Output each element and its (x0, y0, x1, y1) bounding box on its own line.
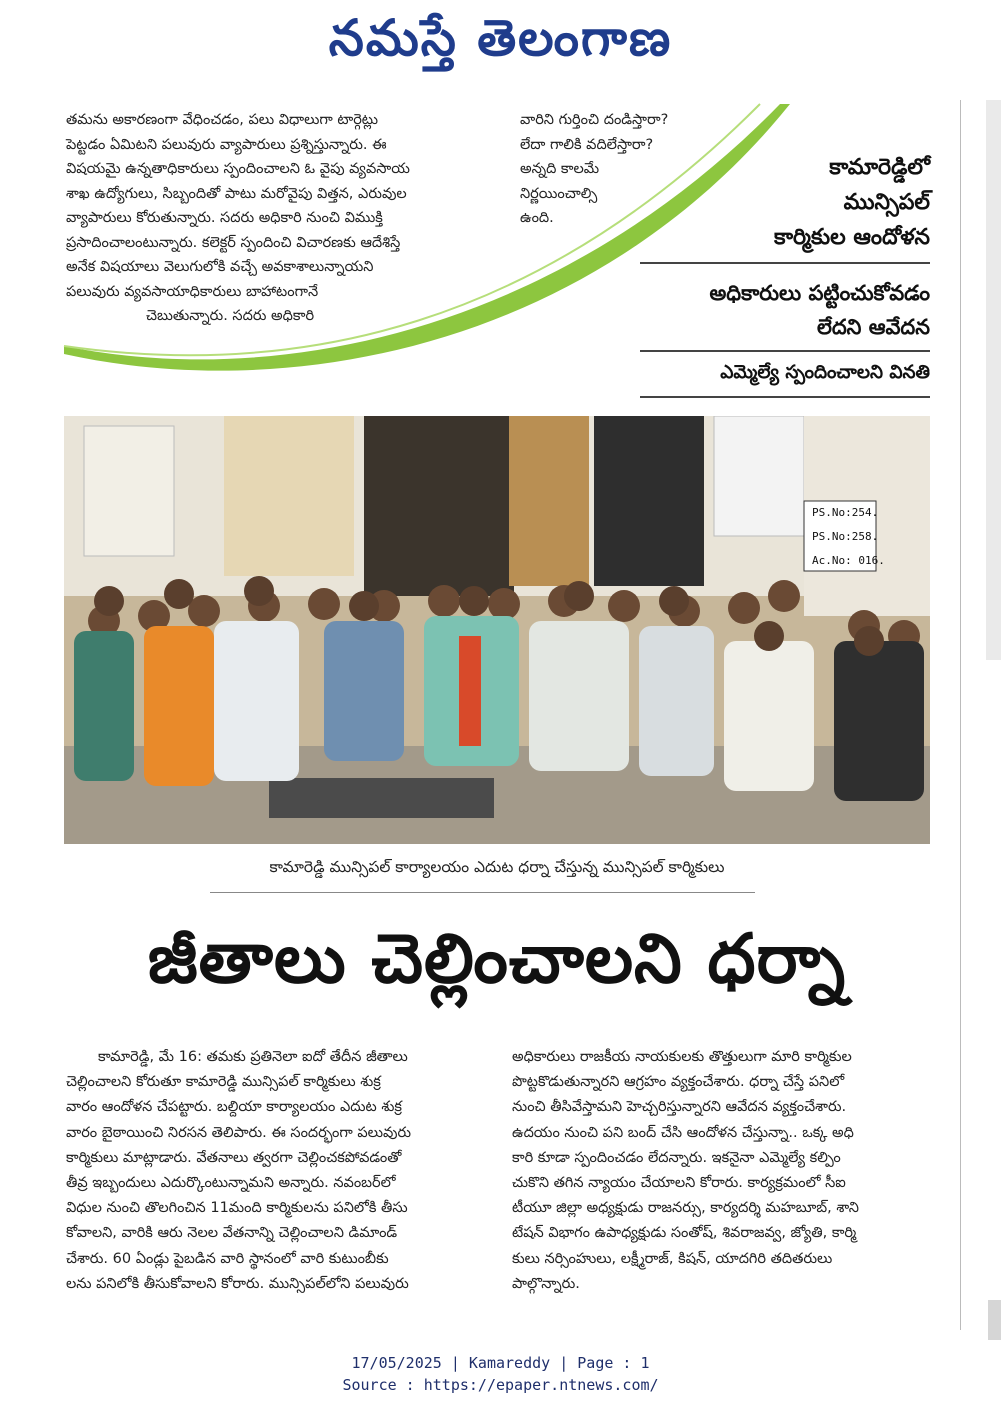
divider (640, 350, 930, 352)
text-line: ప్రసాదించాలంటున్నారు. కలెక్టర్ స్పందించి విచారణకు ఆదేశిస్తే (66, 234, 401, 251)
text-line: తీవ్ర ఇబ్బందులు ఎదుర్కొంటున్నామని అన్నారు. నవంబర్‌లో (66, 1175, 396, 1192)
text-line: వారిని గుర్తించి దండిస్తారా? (520, 112, 669, 128)
body-column-2 (512, 1045, 932, 1297)
text-line: పొట్టకొడుతున్నారని ఆగ్రహం వ్యక్తంచేశారు. ధర్నా చేస్తే పనిలో (512, 1074, 845, 1091)
text-line: లేదా గాలికి వదిలేస్తారా? (520, 136, 654, 153)
text-line: విషయమై ఉన్నతాధికారులు స్పందించాలని ఓ వైపు వ్యవసాయ (66, 161, 410, 177)
adjacent-page-edge-bottom (988, 1300, 1001, 1340)
story-kicker (640, 150, 930, 255)
column-rule (960, 100, 961, 1330)
footer-date-edition: 17/05/2025 | Kamareddy | Page : 1 (351, 1354, 650, 1372)
text-line: శాఖ ఉద్యోగులు, సిబ్బందితో పాటు మరోవైపు విత్తన, ఎరువుల (66, 185, 407, 202)
footer-source: Source : https://epaper.ntnews.com/ (342, 1376, 659, 1394)
text-line: ఉంది. (520, 210, 554, 226)
story-subhead-2: ఎమ్మెల్యే స్పందించాలని వినతి (720, 362, 930, 383)
divider (640, 262, 930, 264)
text-line: పెట్టడం ఏమిటని పలువురు వ్యాపారులు ప్రశ్నిస్తున్నారు. ఈ (66, 136, 387, 153)
photo-caption: కామారెడ్డి మున్సిపల్ కార్యాలయం ఎదుట ధర్నా చేస్తున్న మున్సిపల్ కార్మికులు (269, 858, 725, 876)
kicker-line: మున్సిపల్ (843, 190, 930, 215)
text-line: విధుల నుంచి తొలగించిన 11మంది కార్మికులను పనిలోకి తీసు (66, 1200, 408, 1217)
text-line: తమను అకారణంగా వేధించడం, పలు విధాలుగా టార్గెట్లు (66, 112, 379, 128)
body-column-1 (66, 1045, 496, 1297)
lead-story-column-a (66, 108, 506, 329)
text-line: అధికారులు రాజకీయ నాయకులకు తొత్తులుగా మారి కార్మికుల (512, 1049, 852, 1065)
text-line: లను పనిలోకి తీసుకోవాలని కోరారు. మున్సిపల్‌లోని పలువురు (66, 1275, 409, 1292)
text-line: కోవాలని, వారికి ఆరు నెలల వేతనాన్ని చెల్లించాలని డిమాండ్ (66, 1225, 398, 1242)
text-line: వారం బైఠాయించి నిరసన తెలిపారు. ఈ సందర్భంగా పలువురు (66, 1124, 412, 1141)
subhead-line: అధికారులు పట్టించుకోవడం (709, 281, 930, 305)
text-line: అనేక విషయాలు వెలుగులోకి వచ్చే అవకాశాలున్నాయని (66, 259, 374, 275)
text-line: చేశారు. 60 ఏండ్లు పైబడిన వారి స్థానంలో వారి కుటుంబీకు (66, 1250, 389, 1267)
text-line: వ్యాపారులు కోరుతున్నారు. సదరు అధికారి నుంచి విముక్తి (66, 210, 383, 226)
text-line: ఉదయం నుంచి పని బంద్ చేసి ఆందోళన చేస్తున్నా.. ఒక్క అధి (512, 1124, 854, 1141)
text-line: కామారెడ్డి, మే 16: తమకు ప్రతినెలా ఐదో తేదీన జీతాలు (98, 1049, 408, 1065)
main-headline: జీతాలు చెల్లించాలని ధర్నా (147, 920, 847, 999)
text-line: పాల్గొన్నారు. (512, 1275, 580, 1292)
text-line: టేషన్ విభాగం ఉపాధ్యక్షుడు సంతోష్, శివరాజవ్వ, జ్యోతి, కార్మి (512, 1225, 857, 1242)
masthead-title: నమస్తే తెలంగాణ (328, 8, 673, 67)
text-line: చెబుతున్నారు. సదరు అధికారి (146, 308, 315, 324)
polling-sign-text: Ac.No: 016. (812, 554, 885, 567)
story-subhead-1 (640, 276, 930, 344)
text-line: కులు నర్సింహులు, లక్ష్మీరాజ్, కిషన్, యాదగిరి తదితరులు (512, 1250, 833, 1267)
polling-sign-text: PS.No:258. (812, 530, 879, 543)
text-line: పలువురు వ్యవసాయాధికారులు బాహాటంగానే (66, 283, 319, 300)
text-line: వారం ఆందోళన చేపట్టారు. బల్దియా కార్యాలయం ఎదుట శుక్ర (66, 1099, 402, 1116)
text-line: అన్నది కాలమే (520, 161, 600, 177)
polling-sign-text: PS.No:254. (812, 506, 879, 519)
text-line: చుకొని తగిన న్యాయం చేయాలని కోరారు. కార్యక్రమంలో సీఐ (512, 1175, 846, 1192)
adjacent-page-edge (986, 100, 1001, 660)
divider (640, 396, 930, 398)
text-line: నుంచి తీసివేస్తామని హెచ్చరిస్తున్నారని ఆవేదన వ్యక్తంచేశారు. (512, 1099, 847, 1116)
text-line: కార్మికులు మాట్లాడారు. వేతనాలు త్వరగా చెల్లించకపోవడంతో (66, 1149, 402, 1166)
text-line: టీయూ జిల్లా అధ్యక్షుడు రాజనర్సు, కార్యదర్శి మహబూబ్, శాని (512, 1200, 859, 1217)
text-line: నిర్ణయించాల్సి (520, 185, 598, 202)
text-line: చెల్లించాలని కోరుతూ కామారెడ్డి మున్సిపల్ కార్మికులు శుక్ర (66, 1074, 381, 1091)
protest-photo-illustration (64, 416, 930, 844)
text-line: కారి కూడా స్పందించడం లేదన్నారు. ఇకనైనా ఎమ్మెల్యే కల్పిం (512, 1149, 841, 1166)
kicker-line: కార్మికుల ఆందోళన (773, 225, 930, 250)
news-photo (64, 416, 930, 844)
subhead-line: లేదని ఆవేదన (816, 315, 930, 339)
kicker-line: కామారెడ్డిలో (829, 155, 930, 180)
caption-underline (210, 892, 755, 893)
